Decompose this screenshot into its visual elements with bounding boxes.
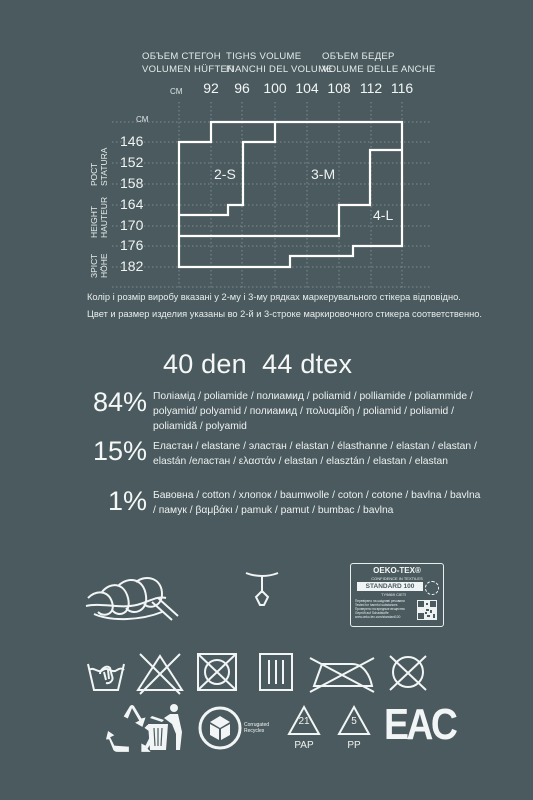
- oeko-brand: OEKO-TEX®: [373, 566, 421, 575]
- hip-value-96: 96: [234, 80, 250, 96]
- hip-value-108: 108: [327, 80, 351, 96]
- composition-text-elastane: Еластан / elastane / эластан / elastan / élasthanne / elastan / elastan / elastán /еластан / ελαστάν / elastan / elasztán / elastan / elastan: [153, 441, 477, 467]
- hanger-icon: [242, 567, 282, 617]
- pap-label: PAP: [294, 740, 314, 751]
- composition-percent-cotton: 1%: [107, 486, 147, 516]
- no-tumble-dry-icon: [198, 654, 236, 690]
- height-label-ru-it: РОСТ STATURA: [89, 147, 109, 186]
- hip-value-100: 100: [263, 80, 287, 96]
- height-value-182: 182: [120, 258, 144, 274]
- height-unit: СМ: [136, 115, 149, 124]
- hip-unit: СМ: [170, 87, 183, 96]
- height-label-en-fr: HEIGHT HAUTEUR: [89, 196, 109, 238]
- height-value-158: 158: [120, 175, 144, 191]
- hip-volume-header-en-it: TIGHS VOLUME FIANCHI DEL VOLUME: [226, 51, 333, 75]
- density: 40 den 44 dtex: [163, 349, 353, 379]
- height-value-152: 152: [120, 154, 144, 170]
- no-dry-clean-icon: [390, 656, 426, 690]
- height-value-146: 146: [120, 133, 144, 149]
- oeko-code: TY9869 CIETI: [381, 592, 407, 597]
- hip-volume-header-ru-it: ОБЪЕМ БЕДЕР VOLUME DELLE ANCHE: [322, 51, 436, 75]
- composition-percent-polyamide: 84%: [92, 387, 147, 417]
- height-value-176: 176: [120, 237, 144, 253]
- no-bleach-icon: [138, 654, 182, 694]
- qr-code-icon: [417, 600, 437, 620]
- pp-label: PP: [347, 740, 361, 751]
- composition-text-polyamide: Поліамід / poliamide / полиамид / poliamid / polliamide / poliammide / polyamid/ polyamid / полиамид / πολυαμίδη / poliamid / poliamid / poliamidă / polyamid: [153, 391, 473, 432]
- height-label-ua-de: ЗРІСТ HÖHE: [89, 253, 109, 278]
- line-dry-icon: [260, 654, 292, 690]
- hip-value-92: 92: [203, 80, 219, 96]
- hip-volume-header-ru-de: ОБЪЕМ СТЕГОН VOLUMEN HÜFTEN: [142, 51, 235, 75]
- size-chart-grid: [0, 0, 533, 300]
- oeko-standard: STANDARD 100: [357, 582, 423, 591]
- oeko-fine-print: Перевірено на шкідливі речовини Tested for harmful substances Проверено на вредные вещества Geprüft auf Schadstoffe www.oeko-tex.com/standard100: [355, 599, 405, 619]
- hand-wash-icon: [88, 664, 124, 690]
- oeko-tex-label: [350, 563, 444, 627]
- hip-value-104: 104: [295, 80, 319, 96]
- eac-mark-icon: EAC: [384, 700, 456, 749]
- note-russian: Цвет и размер изделия указаны во 2-й и 3-строке маркировочного стикера соответственно.: [87, 309, 482, 319]
- tidyman-icon: [142, 702, 188, 754]
- composition-text-cotton: Бавовна / cotton / хлопок / baumwolle / coton / cotone / bavlna / bavlna / памук / βαμβάκι / pamuk / pamut / bumbac / bavlna: [153, 490, 481, 516]
- hip-value-116: 116: [390, 80, 414, 96]
- oeko-flower-icon: [425, 581, 439, 595]
- care-symbols-row: [84, 650, 524, 696]
- oeko-sub: CONFIDENCE IN TEXTILES: [371, 576, 423, 581]
- no-iron-icon: [310, 658, 374, 692]
- height-value-164: 164: [120, 196, 144, 212]
- pap-number: 21: [298, 716, 310, 727]
- pp-number: 5: [351, 716, 357, 727]
- yarn-icon: [82, 568, 182, 628]
- corrugated-recycles-text: Corrugated Recycles: [244, 722, 270, 734]
- size-4l-label: 4-L: [373, 207, 394, 223]
- height-value-170: 170: [120, 217, 144, 233]
- hip-value-112: 112: [359, 80, 383, 96]
- composition-percent-elastane: 15%: [92, 436, 147, 466]
- size-3m-label: 3-M: [311, 166, 336, 182]
- note-ukrainian: Колір і розмір виробу вказані у 2-му і 3-му рядках маркерувального стікера відповідно.: [87, 292, 461, 302]
- size-region-outline: [179, 122, 402, 267]
- size-2s-label: 2-S: [214, 166, 236, 182]
